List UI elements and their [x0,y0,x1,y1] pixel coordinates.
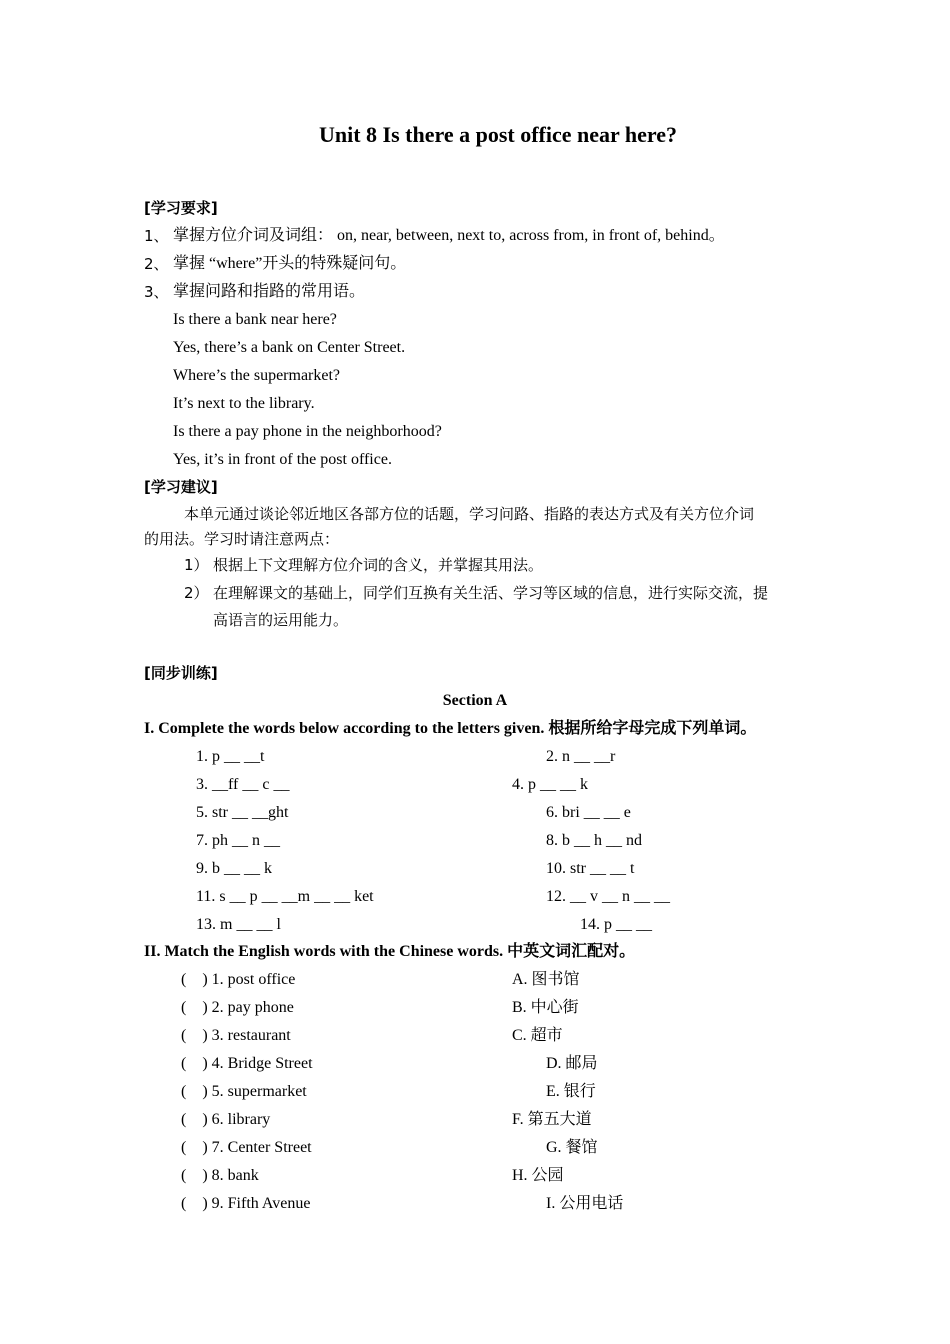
example-sentence: Where’s the supermarket? [173,367,341,384]
match-chinese-item: H. 公园 [512,1167,564,1184]
advice-point [184,583,769,603]
advice-heading: [学习建议] [144,478,218,496]
match-english-item: ( ) 9. Fifth Avenue [181,1195,311,1212]
match-chinese-item: C. 超市 [512,1027,563,1044]
advice-point-continuation: 高语言的运用能力。 [213,611,349,629]
page-title: Unit 8 Is there a post office near here? [318,122,678,147]
match-chinese-item: F. 第五大道 [512,1111,592,1128]
match-english-item: ( ) 6. library [181,1111,271,1128]
requirement-item [144,254,407,275]
word-blank-item: 8. b __ h __ nd [546,832,642,849]
word-blank-item: 14. p __ __ [580,916,652,933]
word-blank-item: 9. b __ __ k [196,860,272,877]
match-english-item: ( ) 7. Center Street [181,1139,312,1156]
match-english-item: ( ) 3. restaurant [181,1027,291,1044]
advice-paragraph-line: 的用法。学习时请注意两点： [144,530,340,548]
example-sentence: Yes, there’s a bank on Center Street. [173,339,406,356]
match-chinese-item: I. 公用电话 [546,1195,624,1212]
advice-point-number: 2） [184,584,209,602]
example-sentence: Is there a bank near here? [173,311,337,328]
word-blank-item: 2. n __ __r [546,748,616,765]
training-heading: [同步训练] [144,664,218,682]
section-title: Section A [442,692,508,709]
exercise-2-heading: II. Match the English words with the Chinese words. 中英文词汇配对。 [144,943,636,960]
word-blank-item: 10. str __ __ t [546,860,635,877]
advice-point-text: 在理解课文的基础上，同学们互换有关生活、学习等区域的信息，进行实际交流，提 [213,584,769,602]
word-blank-item: 5. str __ __ght [196,804,289,821]
word-blank-item: 1. p __ __t [196,748,265,765]
example-sentence: Is there a pay phone in the neighborhood? [173,423,442,440]
requirement-number: 2、 [144,255,169,273]
word-blank-item: 13. m __ __ l [196,916,281,933]
requirement-number: 3、 [144,283,169,301]
requirement-text: 掌握问路和指路的常用语。 [173,283,366,300]
example-sentence: It’s next to the library. [173,395,315,412]
match-chinese-item: A. 图书馆 [512,971,580,988]
advice-point-number: 1） [184,556,209,574]
word-blank-item: 4. p __ __ k [512,776,588,793]
requirements-heading: [学习要求] [144,199,218,217]
advice-paragraph-line: 本单元通过谈论邻近地区各部方位的话题，学习问路、指路的表达方式及有关方位介词 [184,505,755,523]
advice-point [184,555,544,575]
word-blank-item: 6. bri __ __ e [546,804,631,821]
match-english-item: ( ) 5. supermarket [181,1083,307,1100]
match-english-item: ( ) 8. bank [181,1167,259,1184]
word-blank-item: 12. __ v __ n __ __ [546,888,670,905]
advice-point-text: 根据上下文理解方位介词的含义，并掌握其用法。 [213,556,544,574]
word-blank-item: 3. __ff __ c __ [196,776,290,793]
requirement-item [144,282,366,303]
match-chinese-item: D. 邮局 [546,1055,598,1072]
requirement-number: 1、 [144,227,169,245]
exercise-1-heading: I. Complete the words below according to the letters given. 根据所给字母完成下列单词。 [144,720,757,737]
example-sentence: Yes, it’s in front of the post office. [173,451,392,468]
match-chinese-item: E. 银行 [546,1083,596,1100]
requirement-text: 掌握方位介词及词组： on, near, between, next to, across from, in front of, behind。 [173,227,725,244]
match-english-item: ( ) 2. pay phone [181,999,294,1016]
match-english-item: ( ) 4. Bridge Street [181,1055,313,1072]
match-chinese-item: B. 中心街 [512,999,579,1016]
match-english-item: ( ) 1. post office [181,971,296,988]
requirement-item [144,226,725,247]
word-blank-item: 11. s __ p __ __m __ __ ket [196,888,374,905]
word-blank-item: 7. ph __ n __ [196,832,280,849]
requirement-text: 掌握 “where”开头的特殊疑问句。 [173,255,407,272]
match-chinese-item: G. 餐馆 [546,1139,598,1156]
